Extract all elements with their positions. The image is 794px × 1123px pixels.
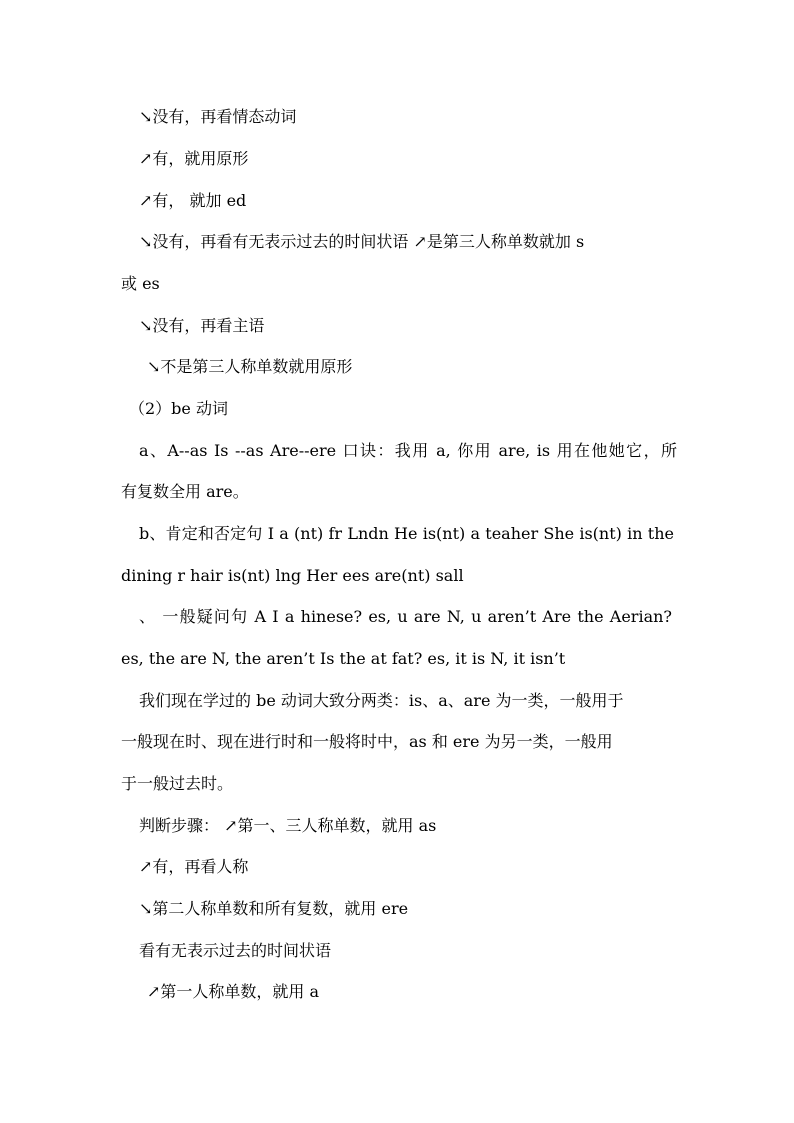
text-line-3: ↗有， 就加 ed bbox=[139, 191, 247, 210]
text-line-21: 看有无表示过去的时间状语 bbox=[139, 941, 332, 960]
text-line-10: 有复数全用 are。 bbox=[121, 482, 249, 501]
text-line-11: b、肯定和否定句 I a (nt) fr Lndn He is(nt) a teaher She is(nt) in the bbox=[139, 524, 674, 543]
text-line-22: ↗第一人称单数，就用 a bbox=[147, 982, 320, 1001]
text-line-13: 、 一般疑问句 A I a hinese? es, u are N, u aren’t Are the Aerian? bbox=[139, 607, 672, 626]
text-line-2: ↗有，就用原形 bbox=[139, 149, 249, 168]
text-line-12: dining r hair is(nt) lng Her ees are(nt) sall bbox=[121, 566, 464, 585]
text-line-16: 一般现在时、现在进行时和一般将时中，as 和 ere 为另一类，一般用 bbox=[121, 732, 613, 751]
text-line-5: 或 es bbox=[121, 274, 160, 293]
text-line-17: 于一般过去时。 bbox=[121, 774, 234, 793]
text-line-14: es, the are N, the aren’t Is the at fat? es, it is N, it isn’t bbox=[121, 649, 566, 668]
text-line-8: （2）be 动词 bbox=[129, 399, 228, 418]
text-line-4: ↘没有，再看有无表示过去的时间状语 ↗是第三人称单数就加 s bbox=[139, 232, 585, 251]
text-line-9: a、A--as Is --as Are--ere 口诀：我用 a, 你用 are, is 用在他她它，所 bbox=[139, 441, 677, 460]
text-line-18: 判断步骤： ↗第一、三人称单数，就用 as bbox=[139, 816, 437, 835]
text-line-15: 我们现在学过的 be 动词大致分两类：is、a、are 为一类，一般用于 bbox=[139, 691, 624, 710]
text-line-7: ↘不是第三人称单数就用原形 bbox=[147, 357, 353, 376]
text-line-20: ↘第二人称单数和所有复数，就用 ere bbox=[139, 899, 409, 918]
text-line-6: ↘没有，再看主语 bbox=[139, 316, 265, 335]
text-line-19: ↗有，再看人称 bbox=[139, 857, 249, 876]
text-line-1: ↘没有，再看情态动词 bbox=[139, 107, 297, 126]
